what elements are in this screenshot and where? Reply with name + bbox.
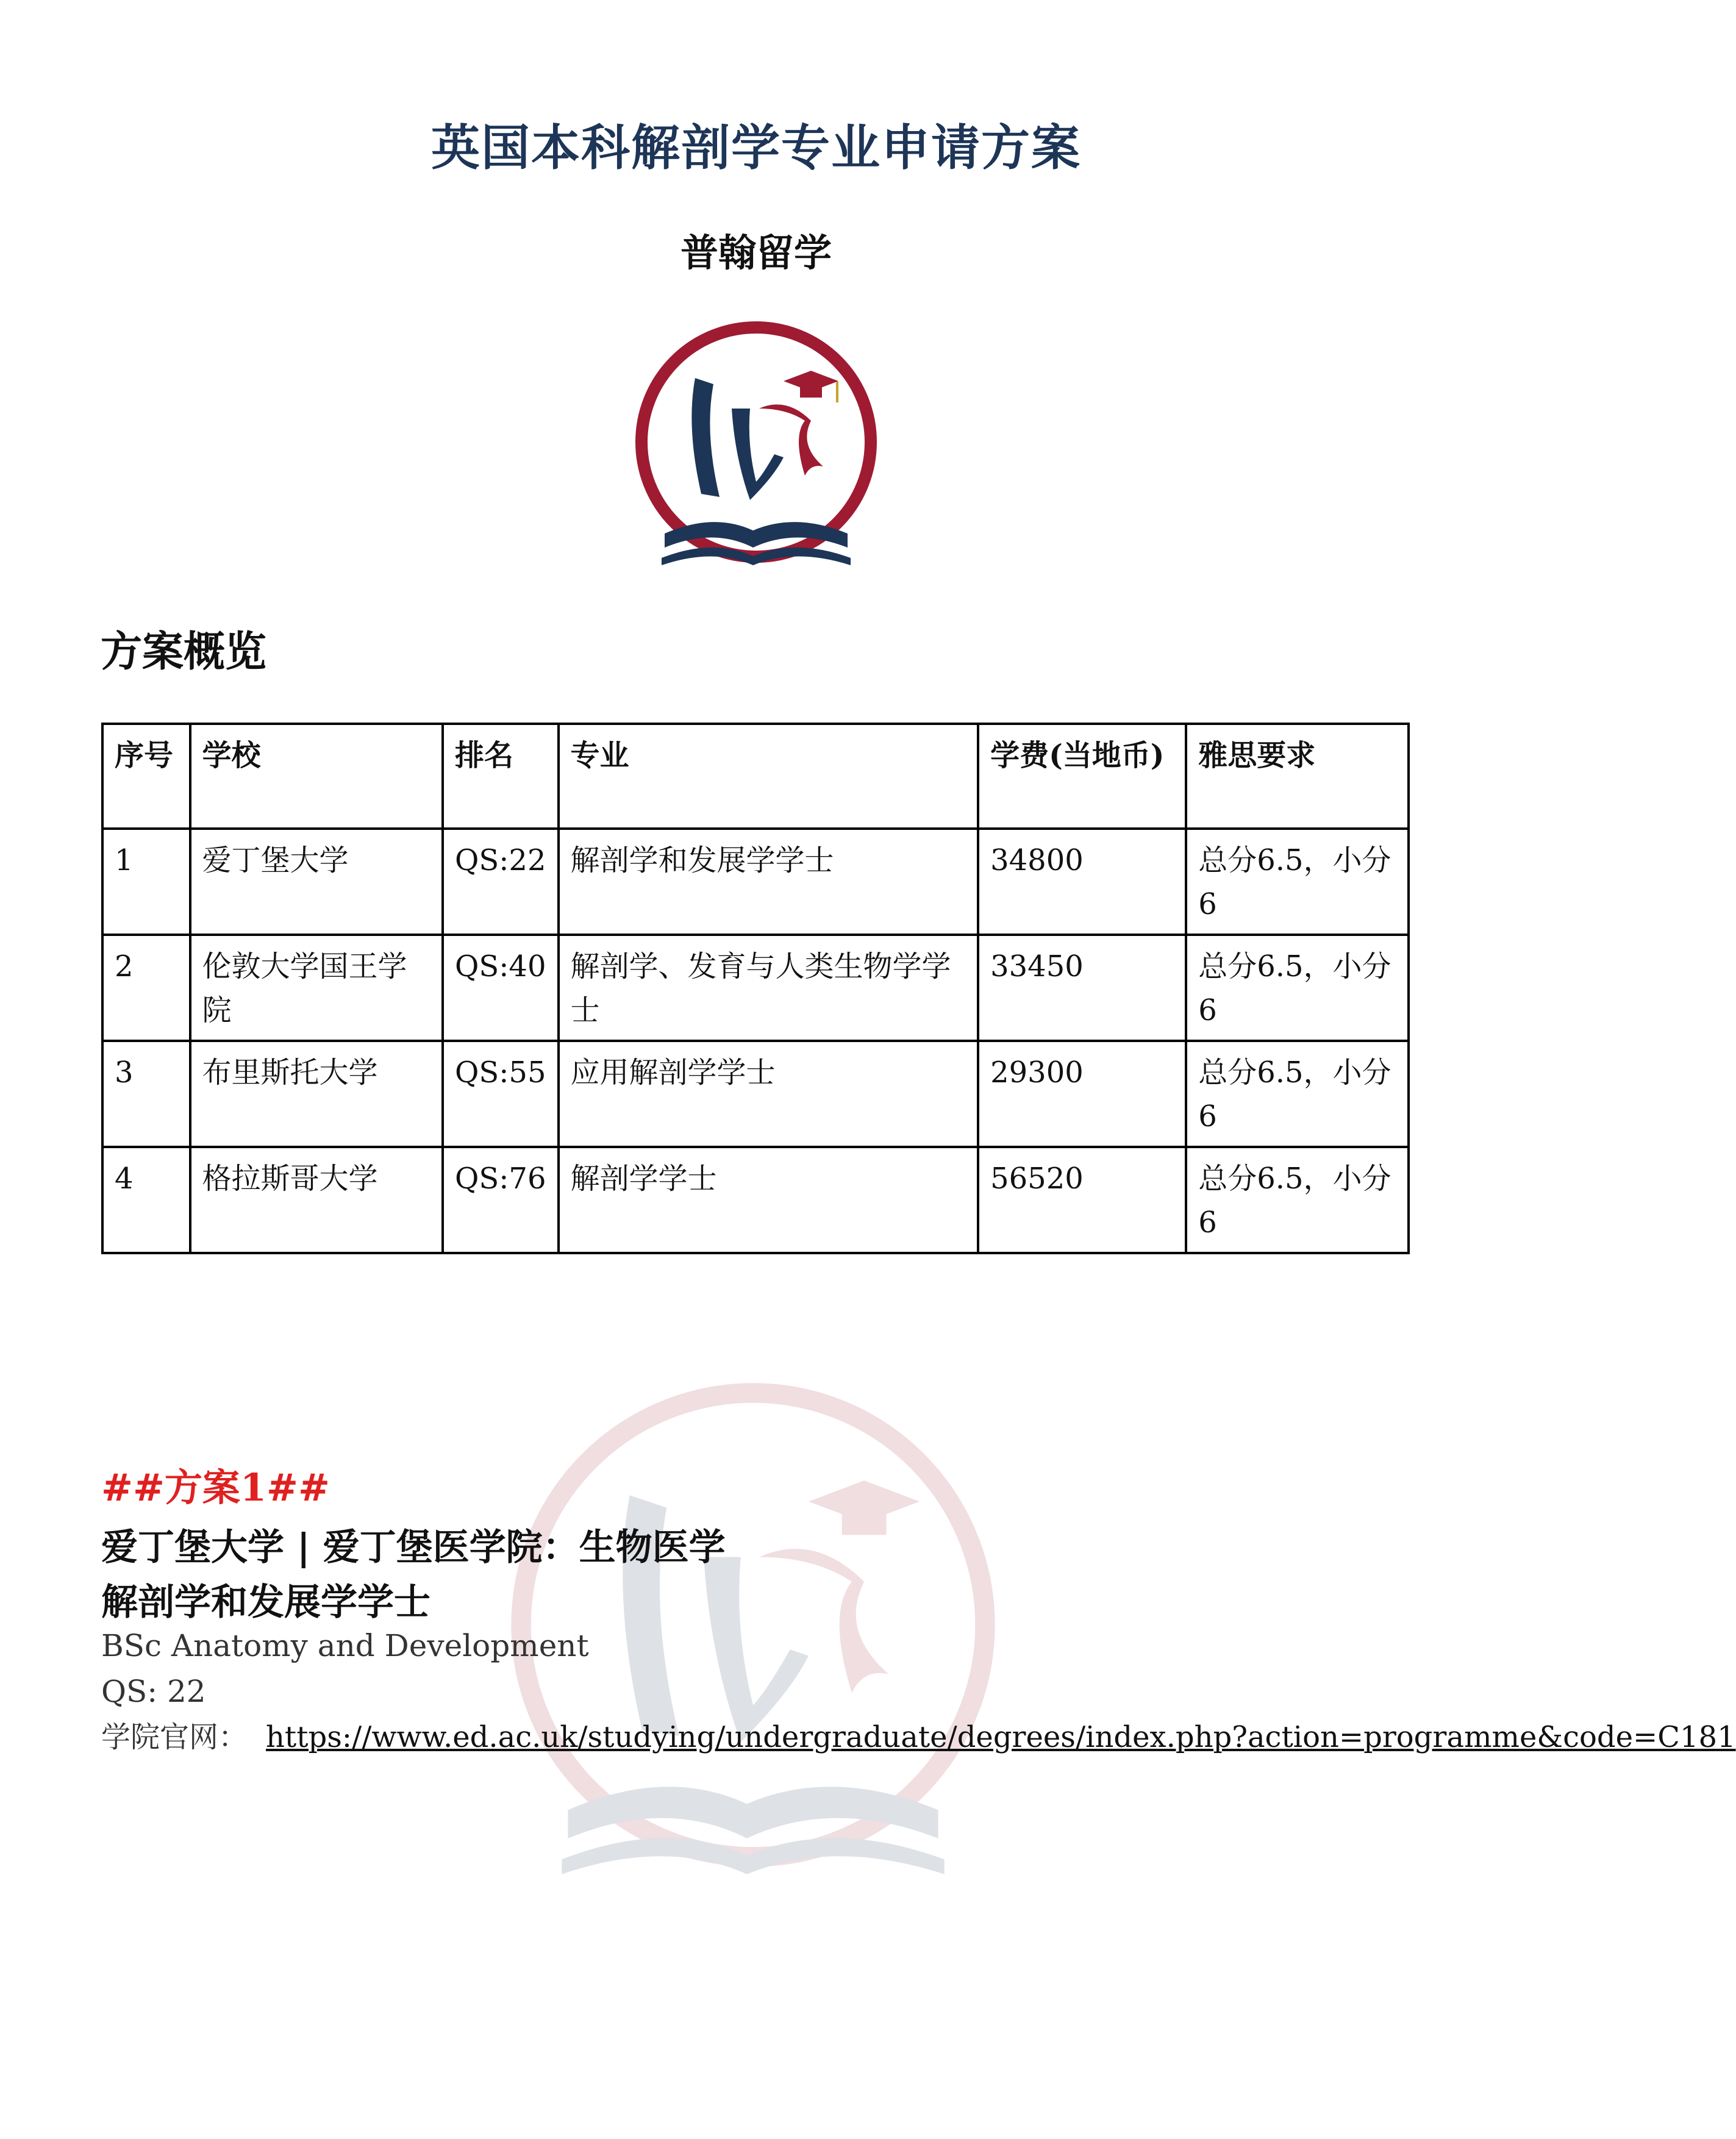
cell-index: 4	[102, 1147, 190, 1253]
plan-school-line: 爱丁堡大学 | 爱丁堡医学院：生物医学	[101, 1526, 726, 1569]
plan-program-cn: 解剖学和发展学学士	[101, 1581, 430, 1624]
cell-tuition: 56520	[978, 1147, 1186, 1253]
column-header-tuition: 学费(当地币)	[978, 724, 1186, 829]
column-header-ielts: 雅思要求	[1186, 724, 1409, 829]
plan-qs-rank: QS: 22	[101, 1674, 206, 1709]
cell-rank: QS:22	[443, 829, 558, 935]
table-row	[102, 1147, 1409, 1253]
plan-label: ##方案1##	[101, 1465, 330, 1510]
column-header-school: 学校	[190, 724, 443, 829]
cell-index: 2	[102, 935, 190, 1041]
cell-tuition: 29300	[978, 1041, 1186, 1147]
overview-table	[101, 723, 1410, 1254]
cell-tuition: 33450	[978, 935, 1186, 1041]
cell-school: 伦敦大学国王学院	[190, 935, 443, 1041]
plan-website-label: 学院官网：	[101, 1720, 248, 1754]
column-header-rank: 排名	[443, 724, 558, 829]
plan-website-link[interactable]: https://www.ed.ac.uk/studying/undergraduate/degrees/index.php?action=programme&code=C181	[266, 1720, 1736, 1754]
cell-tuition: 34800	[978, 829, 1186, 935]
cell-school: 布里斯托大学	[190, 1041, 443, 1147]
cell-major: 解剖学学士	[559, 1147, 979, 1253]
cell-major: 解剖学、发育与人类生物学学士	[559, 935, 979, 1041]
table-row	[102, 935, 1409, 1041]
cell-school: 格拉斯哥大学	[190, 1147, 443, 1253]
cell-school: 爱丁堡大学	[190, 829, 443, 935]
column-header-major: 专业	[559, 724, 979, 829]
cell-ielts: 总分6.5，小分6	[1186, 829, 1409, 935]
cell-index: 3	[102, 1041, 190, 1147]
document-subtitle: 普翰留学	[680, 230, 832, 275]
cell-ielts: 总分6.5，小分6	[1186, 935, 1409, 1041]
column-header-index: 序号	[102, 724, 190, 829]
overview-heading: 方案概览	[101, 627, 267, 676]
cell-rank: QS:76	[443, 1147, 558, 1253]
plan-website-line	[101, 1713, 1736, 1755]
plan-program-en: BSc Anatomy and Development	[101, 1628, 589, 1663]
cell-major: 解剖学和发展学学士	[559, 829, 979, 935]
table-row	[102, 829, 1409, 935]
cell-major: 应用解剖学学士	[559, 1041, 979, 1147]
cell-rank: QS:40	[443, 935, 558, 1041]
table-row	[102, 1041, 1409, 1147]
cell-index: 1	[102, 829, 190, 935]
table-header-row	[102, 724, 1409, 829]
cell-ielts: 总分6.5，小分6	[1186, 1147, 1409, 1253]
cell-rank: QS:55	[443, 1041, 558, 1147]
document-title: 英国本科解剖学专业申请方案	[431, 119, 1081, 176]
puhan-logo-icon	[628, 317, 884, 573]
cell-ielts: 总分6.5，小分6	[1186, 1041, 1409, 1147]
